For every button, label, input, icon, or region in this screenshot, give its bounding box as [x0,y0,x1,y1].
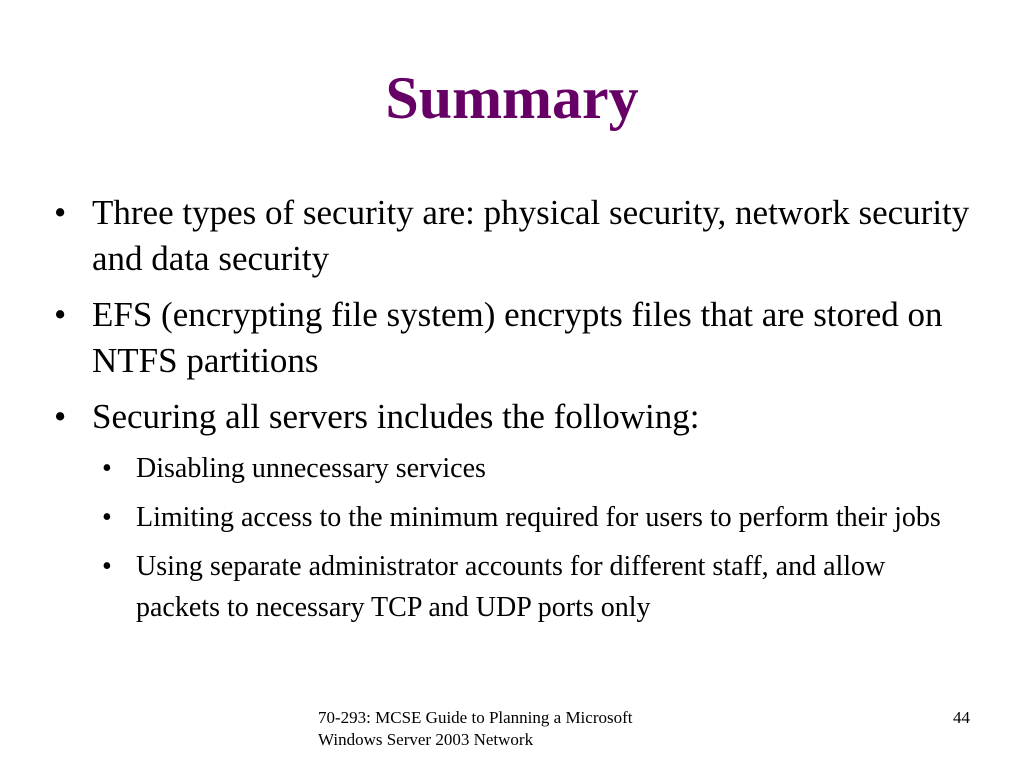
page-number: 44 [953,708,970,727]
sub-bullet-icon: • [102,453,112,484]
bullet-icon: • [54,397,67,436]
sub-bullet-text: Limiting access to the minimum required for users to perform their jobs [136,502,941,533]
footer-line-1: 70-293: MCSE Guide to Planning a Microsoft [318,708,633,727]
sub-bullet-text: Disabling unnecessary services [136,453,486,484]
sub-bullet-item [102,448,974,489]
sub-bullet-icon: • [102,502,112,533]
sub-bullet-item [102,546,974,628]
sub-bullet-item [102,497,974,538]
slide-content [54,190,974,636]
sub-bullet-text: Using separate administrator accounts for different staff, and allow packets to necessary TCP and UDP ports only [136,551,886,623]
bullet-item [54,394,974,440]
bullet-text: Three types of security are: physical security, network security and data security [92,193,970,278]
bullet-icon: • [54,193,67,232]
bullet-text: EFS (encrypting file system) encrypts files that are stored on NTFS partitions [92,295,943,380]
bullet-item [54,292,974,384]
sub-bullet-list [102,448,974,628]
slide-title: Summary [385,65,639,131]
bullet-text: Securing all servers includes the following: [92,397,700,436]
footer-line-2: Windows Server 2003 Network [318,730,534,749]
bullet-item [54,190,974,282]
sub-bullet-icon: • [102,551,112,582]
footer-course-title [318,707,738,751]
bullet-icon: • [54,295,67,334]
